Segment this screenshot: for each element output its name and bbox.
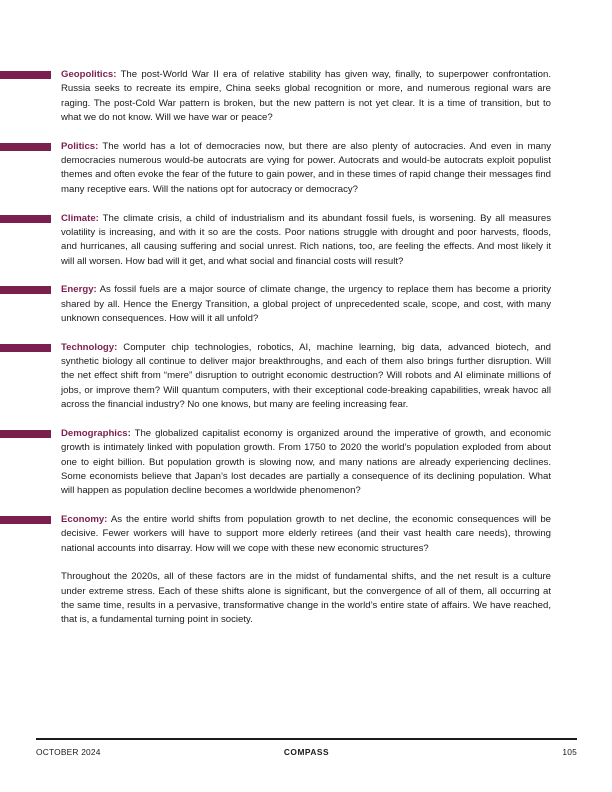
section-text: The post-World War II era of relative stability has given way, finally, to superpower confrontation. Russia seeks to recreate its empire, China seeks global recognition or more, and numerous regional wars are raging. The post-Cold War pattern is broken, but the new pattern is not yet clear. It is a time of transition, but to what we do not know. Will we have war or peace? — [61, 69, 551, 124]
footer-publication: COMPASS — [283, 747, 330, 757]
section-economy — [61, 513, 551, 556]
section-text: The climate crisis, a child of industrialism and its abundant fossil fuels, is worsening. By all measures volatility is increasing, and with it so are the costs. Poor nations struggle with drought and poor harvests, floods, and hurricanes, all causing suffering and social unrest. Rich nations, too, are feeling the effects. And most likely it will all worsen. How bad will it get, and what social and financial costs will result? — [61, 212, 551, 267]
page-number: 105 — [562, 747, 577, 757]
section-politics — [61, 140, 551, 197]
section-marker-bar — [0, 430, 51, 438]
section-marker-bar — [0, 71, 51, 79]
section-heading: Economy: — [61, 513, 108, 525]
footer-divider — [36, 738, 577, 740]
section-text: As fossil fuels are a major source of climate change, the urgency to replace them has become a priority shared by all. Hence the Energy Transition, a global project of unprecedented scale, scope, and cost, with many unknown consequences. How will it all unfold? — [61, 284, 551, 324]
section-heading: Geopolitics: — [61, 69, 117, 80]
section-climate — [61, 212, 551, 269]
section-heading: Demographics: — [61, 427, 131, 439]
section-heading: Climate: — [61, 212, 99, 224]
section-heading: Energy: — [61, 284, 97, 296]
conclusion-paragraph: Throughout the 2020s, all of these factors are in the midst of fundamental shifts, and the net result is a culture under extreme stress. Each of these shifts alone is significant, but the convergence of all of them, all occurring at the same time, results in a pervasive, transformative change in the world’s entire state of affairs. We have reached, that is, a fundamental turning point in society. — [61, 571, 551, 626]
section-text: The world has a lot of democracies now, but there are also plenty of autocracies. And even in many democracies numerous would-be autocrats are vying for power. Autocrats and would-be autocrats exploit populist themes and often evoke the fear of the future to gain power, and in these times of rapid change their messages find many receptive ears. Will the nations opt for autocracy or democracy? — [61, 140, 551, 195]
section-text: Computer chip technologies, robotics, AI, machine learning, big data, advanced biotech, and synthetic biology all continue to deliver major breakthroughs, and each of them also brings further disruption. Will the net effect shift from “mere” disruption to outright economic destruction? Will robots and AI eliminate millions of jobs, or improve them? Will quantum computers, with their exceptional code-breaking capabilities, wreak havoc all across the financial industry? No one knows, but many are feeling increasing fear. — [61, 341, 551, 411]
section-marker-bar — [0, 344, 51, 352]
section-heading: Technology: — [61, 341, 118, 353]
footer-date: OCTOBER 2024 — [36, 747, 101, 757]
article-body — [61, 68, 551, 628]
section-marker-bar — [0, 516, 51, 524]
section-technology — [61, 341, 551, 413]
section-text: As the entire world shifts from population growth to net decline, the economic consequences will be decisive. Fewer workers will have to support more elderly retirees (and their vast health care needs), throwing national accounts into disarray. How will we cope with these new economic structures? — [61, 513, 551, 554]
section-text: The globalized capitalist economy is organized around the imperative of growth, and economic growth is intimately linked with population growth. From 1750 to 2020 the world’s population exploded from about one to eight billion. But population growth is slowing now, and many nations are already experiencing declines. Some economists believe that Japan’s lost decades are partially a consequence of its declining population. What will happen as population decline becomes a worldwide phenomenon? — [61, 427, 551, 497]
section-marker-bar — [0, 215, 51, 223]
section-heading: Politics: — [61, 140, 99, 152]
section-geopolitics — [61, 68, 551, 125]
page-footer — [36, 745, 577, 759]
section-marker-bar — [0, 286, 51, 294]
section-energy — [61, 283, 551, 326]
section-marker-bar — [0, 143, 51, 151]
section-demographics — [61, 427, 551, 499]
